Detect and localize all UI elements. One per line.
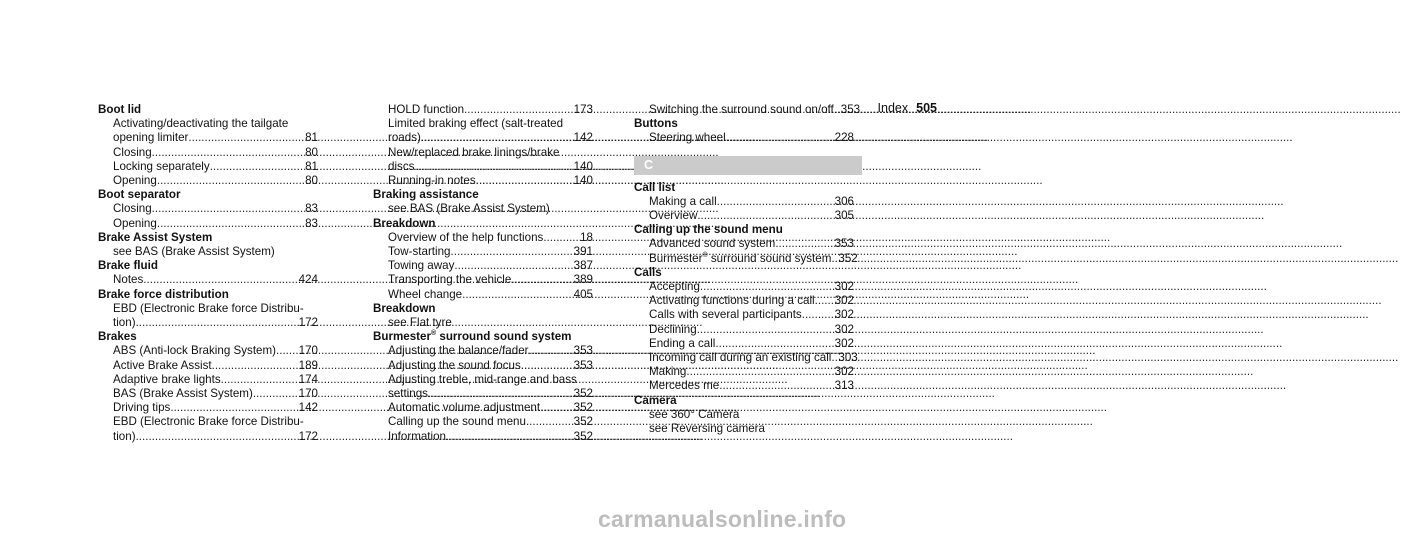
- index-subentry[interactable]: Towing away ..... 387: [373, 259, 593, 273]
- page-ref[interactable]: 189: [298, 358, 318, 372]
- page-ref[interactable]: 302: [834, 336, 854, 350]
- index-heading: Brake Assist System: [98, 230, 213, 244]
- page-ref[interactable]: 424: [298, 273, 318, 287]
- index-entry: [634, 117, 854, 145]
- dot-leader: [454, 259, 570, 273]
- index-subentry[interactable]: Opening ..... 83: [98, 217, 318, 231]
- index-subentry[interactable]: Information ..... 352: [373, 430, 593, 444]
- dot-leader: [188, 131, 297, 145]
- index-subentry[interactable]: BAS (Brake Assist System) ..... 170: [98, 387, 318, 401]
- dot-leader: [717, 195, 832, 209]
- dot-leader: [428, 387, 571, 401]
- dot-leader: [143, 273, 295, 287]
- dot-leader: [253, 387, 296, 401]
- index-subentry[interactable]: Running-in notes ..... 140: [373, 174, 593, 188]
- index-subentry: New/replaced brake linings/brake: [388, 145, 560, 159]
- index-subentry[interactable]: Automatic volume adjustment ..... 352: [373, 401, 593, 415]
- page-ref[interactable]: 83: [305, 216, 318, 230]
- page-ref[interactable]: 140: [573, 174, 593, 188]
- index-subentry[interactable]: Incoming call during an existing call ..... 303: [634, 351, 854, 365]
- index-entry: [634, 181, 854, 224]
- index-column-2: [373, 103, 593, 444]
- page-ref[interactable]: 306: [834, 194, 854, 208]
- index-subentry[interactable]: HOLD function ..... 173: [373, 103, 593, 117]
- index-subentry[interactable]: Locking separately ..... 81: [98, 160, 318, 174]
- page-ref[interactable]: 389: [573, 273, 593, 287]
- page-ref[interactable]: 302: [834, 322, 854, 336]
- dot-leader: [152, 202, 297, 216]
- index-column-1: [98, 103, 318, 444]
- index-subentry[interactable]: Calling up the sound menu ..... 352: [373, 415, 593, 429]
- index-subentry: see 360° Camera: [649, 407, 740, 421]
- dot-leader: [726, 131, 832, 145]
- page-ref[interactable]: 170: [298, 387, 318, 401]
- index-entry: [634, 223, 858, 266]
- index-subentry[interactable]: Active Brake Assist ..... 189: [98, 359, 318, 373]
- dot-leader: [719, 379, 831, 393]
- page-ref[interactable]: 174: [298, 372, 318, 386]
- page-ref[interactable]: 387: [573, 259, 593, 273]
- index-entry: [373, 302, 593, 330]
- dot-leader: [802, 308, 832, 322]
- index-entry: [634, 265, 858, 394]
- index-subentry[interactable]: Wheel change ..... 405: [373, 288, 593, 302]
- index-subentry: EBD (Electronic Brake force Distribu-: [113, 301, 304, 315]
- index-heading: Buttons: [634, 117, 678, 131]
- index-entry: [373, 217, 593, 302]
- index-heading: Breakdown: [373, 216, 436, 230]
- index-subentry: see BAS (Brake Assist System): [113, 245, 275, 259]
- index-entry: [98, 259, 318, 287]
- page-ref[interactable]: 228: [834, 131, 854, 145]
- page-ref[interactable]: 352: [838, 251, 858, 265]
- page-ref[interactable]: 353: [573, 358, 593, 372]
- page-ref[interactable]: 173: [573, 103, 593, 116]
- dot-leader: [221, 373, 296, 387]
- index-subentry[interactable]: ABS (Anti-lock Braking System) ..... 170: [98, 344, 318, 358]
- page-ref[interactable]: 305: [834, 209, 854, 223]
- index-subentry: Adjusting treble, mid-range and bass: [388, 372, 577, 386]
- index-heading: Breakdown: [373, 301, 436, 315]
- index-subentry[interactable]: discs ..... 140: [373, 160, 593, 174]
- index-subentry[interactable]: Activating functions during a call ..... 302: [634, 294, 854, 308]
- dot-leader: [136, 316, 296, 330]
- page-ref[interactable]: 353: [840, 103, 861, 116]
- index-subentry[interactable]: Mercedes me ..... 313: [634, 379, 854, 393]
- page-ref[interactable]: 352: [573, 387, 593, 401]
- index-subentry[interactable]: Overview ..... 305: [634, 209, 854, 223]
- index-heading: Calls: [634, 265, 662, 279]
- page-ref[interactable]: 18: [580, 230, 593, 244]
- dot-leader: [540, 401, 571, 415]
- index-subentry: Limited braking effect (salt-treated: [388, 117, 564, 131]
- index-subentry[interactable]: roads) ..... 142: [373, 131, 593, 145]
- page-ref[interactable]: 302: [834, 280, 854, 294]
- dot-leader: [451, 245, 571, 259]
- index-subentry[interactable]: tion) ..... 172: [98, 316, 318, 330]
- page-ref[interactable]: 142: [298, 401, 318, 415]
- page-ref[interactable]: 391: [573, 245, 593, 259]
- dot-leader: [775, 237, 831, 251]
- section-letter-band: C: [634, 156, 862, 175]
- index-subentry[interactable]: Adjusting the sound focus ..... 353: [373, 359, 593, 373]
- index-subentry[interactable]: Burmester® surround sound system ..... 352: [634, 252, 854, 266]
- index-subentry[interactable]: Driving tips ..... 142: [98, 401, 318, 415]
- index-subentry[interactable]: Transporting the vehicle ..... 389: [373, 273, 593, 287]
- page-ref[interactable]: 302: [834, 294, 854, 308]
- page-ref[interactable]: 80: [305, 145, 318, 159]
- index-subentry: Activating/deactivating the tailgate: [113, 117, 289, 131]
- page-ref[interactable]: 142: [573, 131, 593, 145]
- dot-leader: [715, 337, 831, 351]
- index-subentry[interactable]: Opening ..... 80: [98, 174, 318, 188]
- dot-leader: [476, 174, 571, 188]
- index-subentry: EBD (Electronic Brake force Distribu-: [113, 415, 304, 429]
- page-ref[interactable]: 172: [298, 429, 318, 443]
- index-subentry[interactable]: Declining ..... 302: [634, 323, 854, 337]
- dot-leader: [511, 273, 570, 287]
- index-heading: Brakes: [98, 330, 137, 344]
- index-subentry[interactable]: Overview of the help functions ..... 18: [373, 231, 593, 245]
- dot-leader: [157, 174, 297, 188]
- index-heading: Brake fluid: [98, 259, 158, 273]
- index-subentry[interactable]: Closing ..... 80: [98, 146, 318, 160]
- index-entry: [634, 103, 861, 117]
- dot-leader: [446, 430, 571, 444]
- dot-leader: [521, 359, 571, 373]
- dot-leader: [421, 131, 571, 145]
- dot-leader: [276, 344, 296, 358]
- dot-leader: [212, 359, 296, 373]
- dot-leader: [526, 415, 571, 429]
- page-ref[interactable]: 83: [305, 202, 318, 216]
- dot-leader: [152, 146, 297, 160]
- dot-leader: [815, 294, 832, 308]
- page-ref[interactable]: 352: [573, 429, 593, 443]
- index-subentry[interactable]: Tow-starting ..... 391: [373, 245, 593, 259]
- index-heading: Call list: [634, 180, 676, 194]
- page-ref[interactable]: 302: [834, 308, 854, 322]
- page-ref[interactable]: 353: [834, 237, 854, 251]
- page-ref[interactable]: 172: [298, 316, 318, 330]
- index-heading: Boot lid: [98, 103, 142, 116]
- index-entry: [98, 330, 318, 444]
- header-label: Index: [877, 101, 909, 115]
- index-subentry[interactable]: Switching the surround sound on/off ..... 353: [634, 103, 854, 117]
- dot-leader: [686, 365, 831, 379]
- dot-leader: [157, 217, 297, 231]
- index-subentry[interactable]: Steering wheel ..... 228: [634, 131, 854, 145]
- page-ref[interactable]: 353: [573, 344, 593, 358]
- page-ref[interactable]: 313: [834, 379, 854, 393]
- index-subentry[interactable]: Notes ..... 424: [98, 273, 318, 287]
- page-ref[interactable]: 81: [305, 131, 318, 145]
- watermark: carmanualsonline.info: [598, 506, 847, 532]
- index-subentry[interactable]: opening limiter ..... 81: [98, 131, 318, 145]
- index-subentry[interactable]: Accepting ..... 302: [634, 280, 854, 294]
- index-heading: Burmester® surround sound system: [373, 330, 572, 344]
- dot-leader: [529, 344, 571, 358]
- page-ref[interactable]: 170: [298, 344, 318, 358]
- index-heading: Boot separator: [98, 188, 181, 202]
- page-ref[interactable]: 303: [838, 351, 858, 365]
- page-number: 505: [916, 101, 937, 115]
- index-entry: [373, 103, 593, 188]
- dot-leader: [697, 209, 831, 223]
- page-ref[interactable]: 140: [573, 159, 593, 173]
- index-subentry: see Flat tyre: [388, 316, 452, 330]
- page-ref[interactable]: 80: [305, 174, 318, 188]
- dot-leader: [136, 430, 296, 444]
- index-heading: Braking assistance: [373, 188, 479, 202]
- index-entry: [98, 288, 318, 331]
- index-subentry[interactable]: Making a call ..... 306: [634, 195, 854, 209]
- dot-leader: [697, 323, 832, 337]
- index-entry: [373, 330, 593, 444]
- page-ref[interactable]: 81: [305, 159, 318, 173]
- index-entry: [98, 188, 318, 231]
- dot-leader: [543, 231, 572, 245]
- page-ref[interactable]: 405: [573, 287, 593, 301]
- page-ref[interactable]: 352: [573, 401, 593, 415]
- index-subentry[interactable]: Calls with several participants ..... 302: [634, 308, 854, 322]
- index-heading: Calling up the sound menu: [634, 223, 783, 237]
- index-subentry[interactable]: Closing ..... 83: [98, 202, 318, 216]
- page-ref[interactable]: 302: [834, 365, 854, 379]
- dot-leader: [462, 288, 571, 302]
- index-subentry[interactable]: Ending a call ..... 302: [634, 337, 854, 351]
- index-entry: [373, 188, 593, 216]
- dot-leader: [170, 401, 295, 415]
- index-subentry[interactable]: Making ..... 302: [634, 365, 854, 379]
- dot-leader: [700, 280, 832, 294]
- page-ref[interactable]: 352: [573, 415, 593, 429]
- index-subentry[interactable]: Adaptive brake lights ..... 174: [98, 373, 318, 387]
- index-subentry: see Reversing camera: [649, 422, 765, 436]
- index-subentry[interactable]: Adjusting the balance/fader ..... 353: [373, 344, 593, 358]
- index-entry: [98, 103, 318, 188]
- index-subentry[interactable]: tion) ..... 172: [98, 430, 318, 444]
- index-entry: [634, 394, 854, 437]
- index-heading: Brake force distribution: [98, 287, 229, 301]
- index-heading: Camera: [634, 393, 677, 407]
- index-column-3: [634, 103, 861, 436]
- index-entry: [98, 231, 318, 259]
- dot-leader: [210, 160, 297, 174]
- dot-leader: [414, 160, 570, 174]
- index-subentry[interactable]: settings ..... 352: [373, 387, 593, 401]
- dot-leader: [464, 103, 571, 117]
- index-subentry: see BAS (Brake Assist System): [388, 202, 550, 216]
- index-subentry[interactable]: Advanced sound system ..... 353: [634, 237, 854, 251]
